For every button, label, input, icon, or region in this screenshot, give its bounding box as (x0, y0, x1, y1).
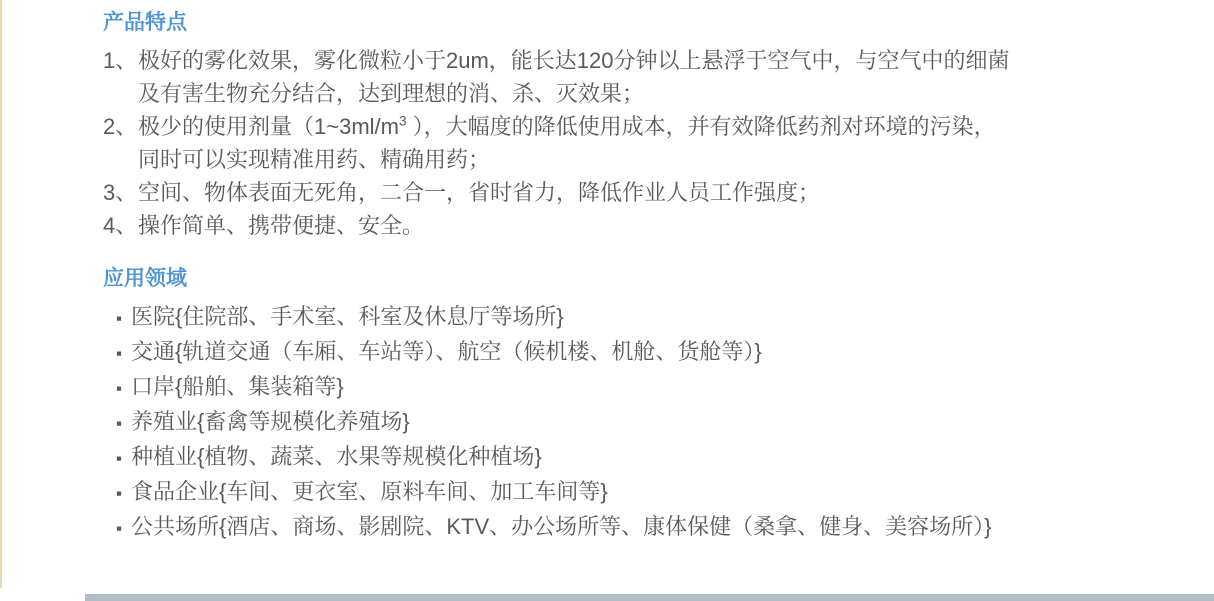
application-item-label: 食品企业{车间、更衣室、原料车间、加工车间等} (131, 479, 608, 504)
feature-text (138, 110, 996, 176)
feature-text (138, 176, 820, 209)
application-item-public (103, 510, 1184, 545)
application-item-label: 交通{轨道交通（车厢、车站等）、航空（候机楼、机舱、货舱等）} (131, 339, 762, 364)
square-bullet-icon: ▪ (116, 484, 123, 503)
feature-line: 极好的雾化效果，雾化微粒小于2um，能长达120分钟以上悬浮于空气中，与空气中的细菌 (138, 48, 1010, 73)
feature-number: 2、 (103, 114, 138, 139)
feature-number: 1、 (103, 48, 138, 73)
feature-text (138, 209, 424, 242)
product-detail-content (103, 10, 1184, 545)
application-item-food (103, 475, 1184, 510)
feature-line-segment: ），大幅度的降低使用成本，并有效降低药剂对环境的污染， (406, 114, 996, 139)
feature-line: 及有害生物充分结合，达到理想的消、杀、灭效果； (138, 81, 645, 106)
application-item-port (103, 370, 1184, 405)
square-bullet-icon: ▪ (116, 344, 123, 363)
square-bullet-icon: ▪ (116, 379, 123, 398)
left-accent-rule (0, 0, 2, 588)
application-item-label: 养殖业{畜禽等规模化养殖场} (131, 409, 410, 434)
feature-line: 同时可以实现精准用药、精确用药； (138, 147, 491, 172)
square-bullet-icon: ▪ (116, 449, 123, 468)
application-item-hospital (103, 300, 1184, 335)
square-bullet-icon: ▪ (116, 414, 123, 433)
feature-text (138, 44, 1010, 110)
application-item-transport (103, 335, 1184, 370)
features-heading: 产品特点 (103, 11, 187, 34)
application-item-label: 种植业{植物、蔬菜、水果等规模化种植场} (131, 444, 542, 469)
feature-item-2 (103, 110, 1184, 176)
application-item-breeding (103, 405, 1184, 440)
applications-heading: 应用领域 (103, 267, 187, 290)
feature-line (138, 110, 996, 143)
application-item-label: 医院{住院部、手术室、科室及休息厅等场所} (131, 304, 564, 329)
feature-item-3 (103, 176, 1184, 209)
application-item-label: 口岸{船舶、集装箱等} (131, 374, 344, 399)
superscript-cubic: 3 (398, 113, 407, 129)
feature-line: 空间、物体表面无死角，二合一，省时省力，降低作业人员工作强度； (138, 180, 821, 205)
applications-list (103, 300, 1184, 545)
application-item-planting (103, 440, 1184, 475)
features-list (103, 44, 1184, 242)
feature-number: 3、 (103, 180, 138, 205)
feature-line: 操作简单、携带便捷、安全。 (138, 213, 425, 238)
application-item-label: 公共场所{酒店、商场、影剧院、KTV、办公场所等、康体保健（桑拿、健身、美容场所）} (131, 514, 992, 539)
feature-item-1 (103, 44, 1184, 110)
square-bullet-icon: ▪ (116, 519, 123, 538)
feature-number: 4、 (103, 213, 138, 238)
square-bullet-icon: ▪ (116, 309, 123, 328)
feature-line-segment: 极少的使用剂量（1~3ml/m (138, 114, 399, 139)
feature-item-4 (103, 209, 1184, 242)
bottom-divider-bar (85, 594, 1214, 601)
